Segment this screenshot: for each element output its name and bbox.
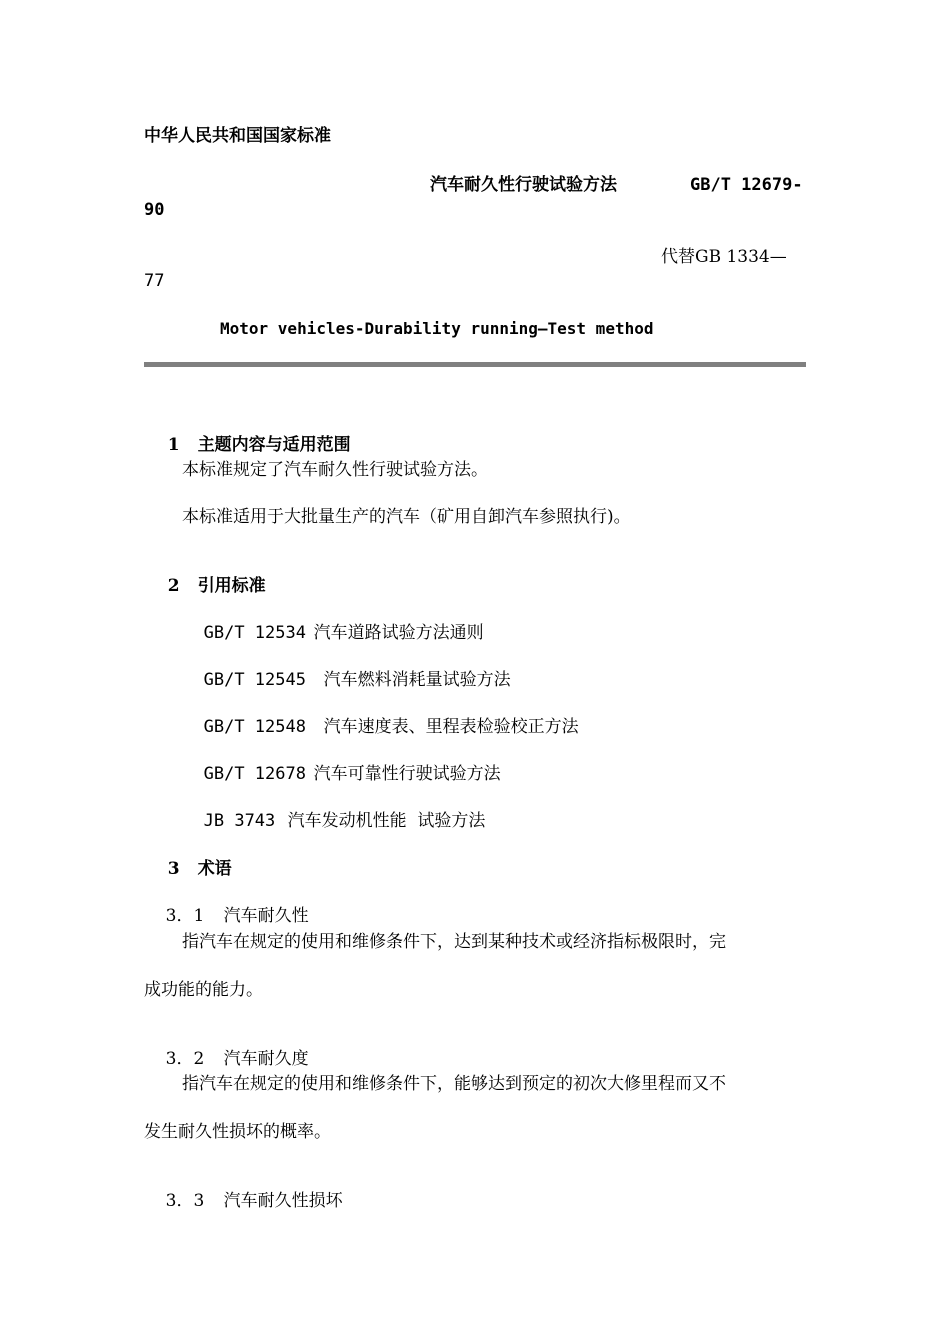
replaces-label: 代替GB 1334—	[661, 247, 787, 267]
reference-code: GB/T 12548	[203, 717, 306, 737]
term-3-1-definition-line-2: 成功能的能力。	[144, 980, 263, 1000]
term-number: 3．1	[165, 906, 205, 926]
section-number: 2	[167, 576, 180, 596]
document-title-cn: 汽车耐久性行驶试验方法	[430, 175, 617, 195]
term-3-1-definition-line-1: 指汽车在规定的使用和维修条件下，达到某种技术或经济指标极限时，完	[182, 932, 726, 952]
term-3-2-definition-line-2: 发生耐久性损坏的概率。	[144, 1122, 331, 1142]
reference-item	[182, 600, 484, 643]
section-2-heading	[144, 553, 266, 596]
term-3-3-heading	[144, 1168, 343, 1211]
reference-name: 汽车发动机性能 试验方法	[287, 811, 486, 831]
reference-code: GB/T 12534	[203, 623, 306, 643]
reference-name: 汽车速度表、里程表检验校正方法	[323, 717, 579, 737]
section-1-paragraph-1: 本标准规定了汽车耐久性行驶试验方法。	[182, 460, 488, 480]
reference-item	[182, 647, 511, 690]
reference-name: 汽车道路试验方法通则	[313, 623, 484, 643]
section-1-heading	[144, 412, 351, 455]
reference-code: GB/T 12545	[203, 670, 306, 690]
term-number: 3．3	[165, 1191, 205, 1211]
national-standard-label: 中华人民共和国国家标准	[144, 126, 331, 146]
header-divider	[144, 362, 806, 367]
section-3-heading	[144, 836, 232, 879]
term-title: 汽车耐久性	[223, 906, 309, 926]
term-3-2-heading	[144, 1026, 309, 1069]
reference-item	[182, 788, 486, 831]
section-title: 引用标准	[197, 576, 266, 596]
reference-code: JB 3743	[203, 811, 276, 831]
standard-code: GB/T 12679-	[690, 175, 803, 195]
term-3-1-heading	[144, 883, 309, 926]
reference-item	[182, 694, 579, 737]
section-number: 1	[167, 435, 180, 455]
term-number: 3．2	[165, 1049, 205, 1069]
reference-item	[182, 741, 501, 784]
reference-code: GB/T 12678	[203, 764, 306, 784]
replaces-continued: 77	[144, 271, 165, 291]
document-title-en: Motor vehicles-Durability running—Test method	[220, 319, 654, 338]
section-title: 主题内容与适用范围	[197, 435, 351, 455]
section-title: 术语	[197, 859, 232, 879]
reference-name: 汽车可靠性行驶试验方法	[313, 764, 501, 784]
term-title: 汽车耐久性损坏	[223, 1191, 343, 1211]
reference-name: 汽车燃料消耗量试验方法	[323, 670, 511, 690]
standard-code-continued: 90	[144, 200, 165, 220]
term-title: 汽车耐久度	[223, 1049, 309, 1069]
section-1-paragraph-2: 本标准适用于大批量生产的汽车（矿用自卸汽车参照执行)。	[182, 507, 631, 527]
term-3-2-definition-line-1: 指汽车在规定的使用和维修条件下，能够达到预定的初次大修里程而又不	[182, 1074, 726, 1094]
section-number: 3	[167, 859, 180, 879]
